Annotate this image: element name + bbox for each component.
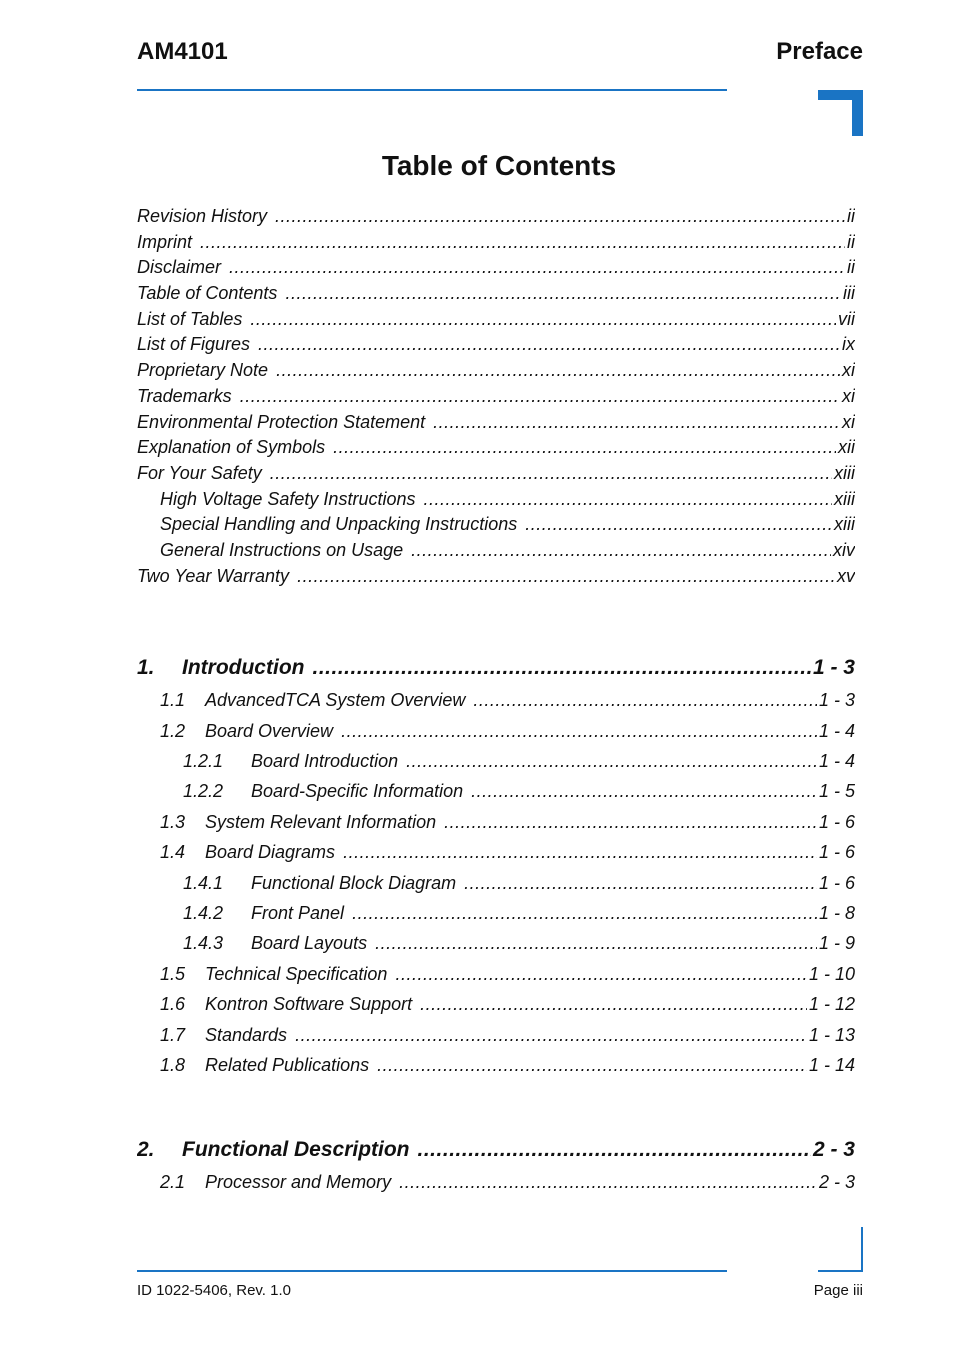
toc-page: xiv <box>833 539 855 560</box>
toc-leader <box>200 230 845 256</box>
toc-number: 1.4.1 <box>183 872 224 893</box>
toc-page: 1 - 6 <box>818 872 855 893</box>
toc-label: AdvancedTCA System Overview <box>205 690 466 711</box>
toc-spacer <box>137 1080 855 1133</box>
corner-mark-bottom <box>818 1270 863 1272</box>
toc-leader <box>473 685 817 715</box>
toc-label: Kontron Software Support <box>205 994 413 1015</box>
toc-page: xii <box>838 437 855 458</box>
toc-number: 1.2.2 <box>183 781 224 802</box>
toc-section-1-1[interactable] <box>137 685 855 715</box>
toc-page: xv <box>837 565 855 586</box>
toc-leader <box>270 461 832 487</box>
toc-label: List of Figures <box>137 334 251 355</box>
toc-page: 1 - 14 <box>808 1055 855 1075</box>
header-section: Preface <box>776 38 863 65</box>
toc-label: Special Handling and Unpacking Instructions <box>160 514 518 535</box>
toc-label: Board Overview <box>205 720 334 741</box>
toc-page: 1 - 12 <box>808 994 855 1015</box>
toc-leader <box>276 358 840 384</box>
toc-label: Proprietary Note <box>137 360 269 381</box>
toc-number: 1.2.1 <box>183 751 224 772</box>
toc-spacer <box>137 589 855 651</box>
toc-page: iii <box>843 283 855 304</box>
toc-label: Revision History <box>137 206 268 226</box>
toc-leader <box>395 959 807 989</box>
toc-entry-table-of-contents[interactable] <box>137 281 855 307</box>
toc-label: Processor and Memory <box>205 1172 392 1193</box>
toc-leader <box>275 204 845 230</box>
toc-section-1-7[interactable] <box>137 1020 855 1050</box>
toc-label: Table of Contents <box>137 283 278 304</box>
toc-entry-environmental-protection[interactable] <box>137 410 855 436</box>
toc-number: 1.7 <box>160 1024 186 1045</box>
toc-label: High Voltage Safety Instructions <box>160 488 416 509</box>
toc-leader <box>250 307 836 333</box>
toc-leader <box>423 487 832 513</box>
toc-label: Functional Block Diagram <box>251 872 457 893</box>
toc-leader <box>406 746 817 776</box>
toc-number: 1.3 <box>160 811 186 832</box>
toc-leader <box>377 1050 807 1080</box>
toc-label: Standards <box>205 1024 288 1045</box>
toc-label: Functional Description <box>182 1138 410 1162</box>
toc-number: 1.8 <box>160 1055 186 1075</box>
toc-page: 1 - 4 <box>818 751 855 772</box>
toc-leader <box>343 837 817 867</box>
toc-page: 1 - 13 <box>808 1024 855 1045</box>
toc-label: Introduction <box>182 656 305 680</box>
toc-section-1-4-2[interactable] <box>137 898 855 928</box>
toc-number: 1. <box>137 656 155 680</box>
toc-page: 2 - 3 <box>812 1138 855 1162</box>
toc-entry-high-voltage[interactable] <box>137 487 855 513</box>
toc-page: 1 - 3 <box>812 656 855 680</box>
toc-label: Trademarks <box>137 385 232 406</box>
toc-page: 1 - 6 <box>818 811 855 832</box>
corner-mark-top-vertical <box>852 90 863 136</box>
toc-section-1-5[interactable] <box>137 959 855 989</box>
toc-page: xi <box>842 360 855 381</box>
toc-entry-list-of-tables[interactable] <box>137 307 855 333</box>
header-rule <box>137 89 727 91</box>
toc-number: 1.4 <box>160 842 186 863</box>
toc-number: 1.1 <box>160 690 186 711</box>
toc-leader <box>464 868 817 898</box>
toc-leader <box>444 807 817 837</box>
footer-rule <box>137 1270 727 1272</box>
toc-page: ix <box>842 334 855 355</box>
toc-page: vii <box>838 308 855 329</box>
toc-leader <box>433 410 840 436</box>
toc-number: 1.4.3 <box>183 933 224 954</box>
footer-doc-id: ID 1022-5406, Rev. 1.0 <box>137 1282 291 1299</box>
toc-entry-imprint[interactable] <box>137 230 855 256</box>
toc-label: Front Panel <box>251 903 345 924</box>
toc-page: xiii <box>834 488 855 509</box>
toc-entry-special-handling[interactable] <box>137 512 855 538</box>
toc-label: Environmental Protection Statement <box>137 411 426 432</box>
footer-page-label: Page iii <box>813 1282 863 1299</box>
toc-number: 1.2 <box>160 720 186 741</box>
toc-entry-revision-history[interactable] <box>137 204 855 230</box>
toc-leader <box>333 435 836 461</box>
toc-section-1-2-1[interactable] <box>137 746 855 776</box>
toc-leader <box>399 1167 817 1197</box>
toc-number: 1.6 <box>160 994 186 1015</box>
toc-leader <box>297 564 835 590</box>
toc-entry-general-instructions[interactable] <box>137 538 855 564</box>
toc-leader <box>240 384 840 410</box>
toc-page: 1 - 3 <box>818 690 855 711</box>
toc-entry-explanation-of-symbols[interactable] <box>137 435 855 461</box>
toc-entry-for-your-safety[interactable] <box>137 461 855 487</box>
toc-page: 1 - 10 <box>808 963 855 984</box>
toc-label: Imprint <box>137 231 193 252</box>
toc-number: 1.5 <box>160 963 186 984</box>
toc-label: For Your Safety <box>137 462 262 483</box>
toc-leader <box>420 989 807 1019</box>
toc-section-1-6[interactable] <box>137 989 855 1019</box>
toc-entry-disclaimer[interactable] <box>137 255 855 281</box>
toc-leader <box>411 538 831 564</box>
toc-number: 2.1 <box>160 1172 186 1193</box>
toc-page: xiii <box>834 462 855 483</box>
toc-section-1-3[interactable] <box>137 807 855 837</box>
toc-leader <box>285 281 841 307</box>
toc-label: Disclaimer <box>137 257 222 278</box>
toc-leader <box>258 332 840 358</box>
toc-list <box>137 204 855 1198</box>
header-product: AM4101 <box>137 38 228 65</box>
toc-page: 1 - 5 <box>818 781 855 802</box>
toc-page: 1 - 4 <box>818 720 855 741</box>
toc-section-2-1[interactable] <box>137 1167 855 1197</box>
toc-section-1-8[interactable] <box>137 1050 855 1080</box>
toc-page: ii <box>847 206 855 226</box>
toc-label: Board-Specific Information <box>251 781 464 802</box>
toc-page: 1 - 6 <box>818 842 855 863</box>
toc-page: 1 - 9 <box>818 933 855 954</box>
toc-chapter-introduction[interactable] <box>137 651 855 685</box>
toc-page: xiii <box>834 514 855 535</box>
toc-entry-proprietary-note[interactable] <box>137 358 855 384</box>
toc-label: Board Introduction <box>251 751 399 772</box>
toc-leader <box>375 928 817 958</box>
page-title: Table of Contents <box>381 150 617 181</box>
toc-page: ii <box>847 231 855 252</box>
toc-label: Two Year Warranty <box>137 565 290 586</box>
toc-leader <box>295 1020 807 1050</box>
toc-page: ii <box>847 257 855 278</box>
toc-number: 1.4.2 <box>183 903 224 924</box>
toc-page: 1 - 8 <box>818 903 855 924</box>
toc-number: 2. <box>137 1138 155 1162</box>
toc-label: System Relevant Information <box>205 811 437 832</box>
toc-label: Technical Specification <box>205 963 388 984</box>
toc-page: xi <box>842 411 855 432</box>
toc-page: 2 - 3 <box>818 1172 855 1193</box>
toc-leader <box>418 1133 811 1167</box>
toc-leader <box>341 716 817 746</box>
toc-section-1-2-2[interactable] <box>137 776 855 806</box>
toc-page: xi <box>842 385 855 406</box>
toc-leader <box>525 512 832 538</box>
toc-label: Board Layouts <box>251 933 368 954</box>
toc-section-1-2[interactable] <box>137 716 855 746</box>
toc-section-1-4-1[interactable] <box>137 868 855 898</box>
toc-leader <box>312 651 810 685</box>
toc-label: General Instructions on Usage <box>160 539 404 560</box>
toc-label: Related Publications <box>205 1055 370 1075</box>
toc-chapter-functional-description[interactable] <box>137 1133 855 1167</box>
toc-label: Board Diagrams <box>205 842 336 863</box>
toc-leader <box>229 255 845 281</box>
toc-leader <box>352 898 817 928</box>
toc-label: List of Tables <box>137 308 243 329</box>
toc-section-1-4[interactable] <box>137 837 855 867</box>
toc-section-1-4-3[interactable] <box>137 928 855 958</box>
corner-mark-bottom-vertical <box>861 1227 863 1272</box>
toc-entry-two-year-warranty[interactable] <box>137 564 855 590</box>
toc-entry-list-of-figures[interactable] <box>137 332 855 358</box>
toc-entry-trademarks[interactable] <box>137 384 855 410</box>
toc-leader <box>471 776 817 806</box>
toc-label: Explanation of Symbols <box>137 437 326 458</box>
